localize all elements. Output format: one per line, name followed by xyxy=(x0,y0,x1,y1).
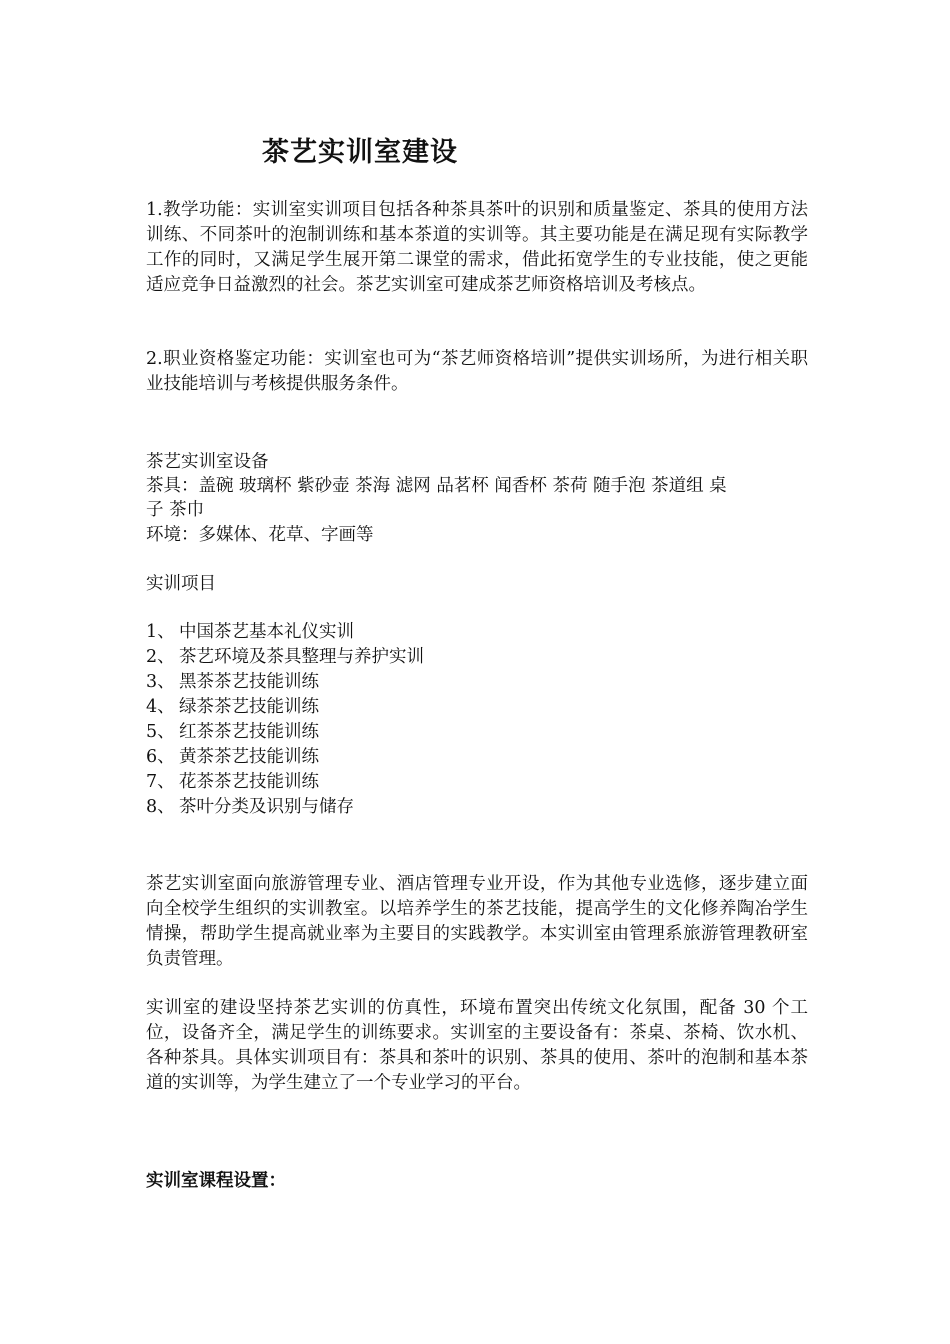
teaching-function-paragraph: 1.教学功能：实训室实训项目包括各种茶具茶叶的识别和质量鉴定、茶具的使用方法训练、不同茶叶的泡制训练和基本茶道的实训等。其主要功能是在满足现有实际教学工作的同时，又满足学生展开第二课堂的需求，借此拓宽学生的专业技能，使之更能适应竞争日益激烈的社会。茶艺实训室可建成茶艺师资格培训及考核点。 xyxy=(146,200,808,295)
construction-paragraph: 实训室的建设坚持茶艺实训的仿真性，环境布置突出传统文化氛围，配备 30 个工位，设备齐全，满足学生的训练要求。实训室的主要设备有：茶桌、茶椅、饮水机、各种茶具。具体实训项目有：茶具和茶叶的识别、茶具的使用、茶叶的泡制和基本茶道的实训等，为学生建立了一个专业学习的平台。 xyxy=(146,998,808,1093)
certification-function-paragraph: 2.职业资格鉴定功能：实训室也可为“茶艺师资格培训”提供实训场所，为进行相关职业技能培训与考核提供服务条件。 xyxy=(146,349,808,394)
list-item-label: 黄茶茶艺技能训练 xyxy=(179,747,319,767)
list-item xyxy=(146,745,424,770)
list-item-label: 花茶茶艺技能训练 xyxy=(179,772,319,792)
list-item-number: 4、 xyxy=(146,697,175,717)
tea-set-line-2: 子 茶巾 xyxy=(146,500,205,520)
list-item xyxy=(146,670,424,695)
list-item xyxy=(146,695,424,720)
list-item-label: 茶艺环境及茶具整理与养护实训 xyxy=(179,647,424,667)
environment-line: 环境：多媒体、花草、字画等 xyxy=(146,525,374,545)
course-settings-heading: 实训室课程设置： xyxy=(146,1171,286,1191)
equipment-heading: 茶艺实训室设备 xyxy=(146,452,269,472)
list-item-number: 7、 xyxy=(146,772,175,792)
projects-heading: 实训项目 xyxy=(146,574,216,594)
tea-set-line-1: 茶具：盖碗 玻璃杯 紫砂壶 茶海 滤网 品茗杯 闻香杯 茶荷 随手泡 茶道组 桌 xyxy=(146,476,727,496)
list-item xyxy=(146,720,424,745)
list-item-number: 8、 xyxy=(146,797,175,817)
list-item xyxy=(146,645,424,670)
list-item xyxy=(146,770,424,795)
list-item-label: 绿茶茶艺技能训练 xyxy=(179,697,319,717)
list-item-number: 1、 xyxy=(146,622,175,642)
list-item-label: 红茶茶艺技能训练 xyxy=(179,722,319,742)
list-item xyxy=(146,620,424,645)
intro-paragraph: 茶艺实训室面向旅游管理专业、酒店管理专业开设，作为其他专业选修，逐步建立面向全校学生组织的实训教室。以培养学生的茶艺技能，提高学生的文化修养陶冶学生情操，帮助学生提高就业率为主要目的实践教学。本实训室由管理系旅游管理教研室负责管理。 xyxy=(146,874,808,969)
list-item-number: 5、 xyxy=(146,722,175,742)
list-item-number: 3、 xyxy=(146,672,175,692)
list-item-number: 2、 xyxy=(146,647,175,667)
list-item xyxy=(146,795,424,820)
list-item-label: 黑茶茶艺技能训练 xyxy=(179,672,319,692)
page-title: 茶艺实训室建设 xyxy=(262,137,458,168)
projects-list xyxy=(146,620,424,820)
list-item-number: 6、 xyxy=(146,747,175,767)
list-item-label: 中国茶艺基本礼仪实训 xyxy=(179,622,354,642)
list-item-label: 茶叶分类及识别与储存 xyxy=(179,797,354,817)
